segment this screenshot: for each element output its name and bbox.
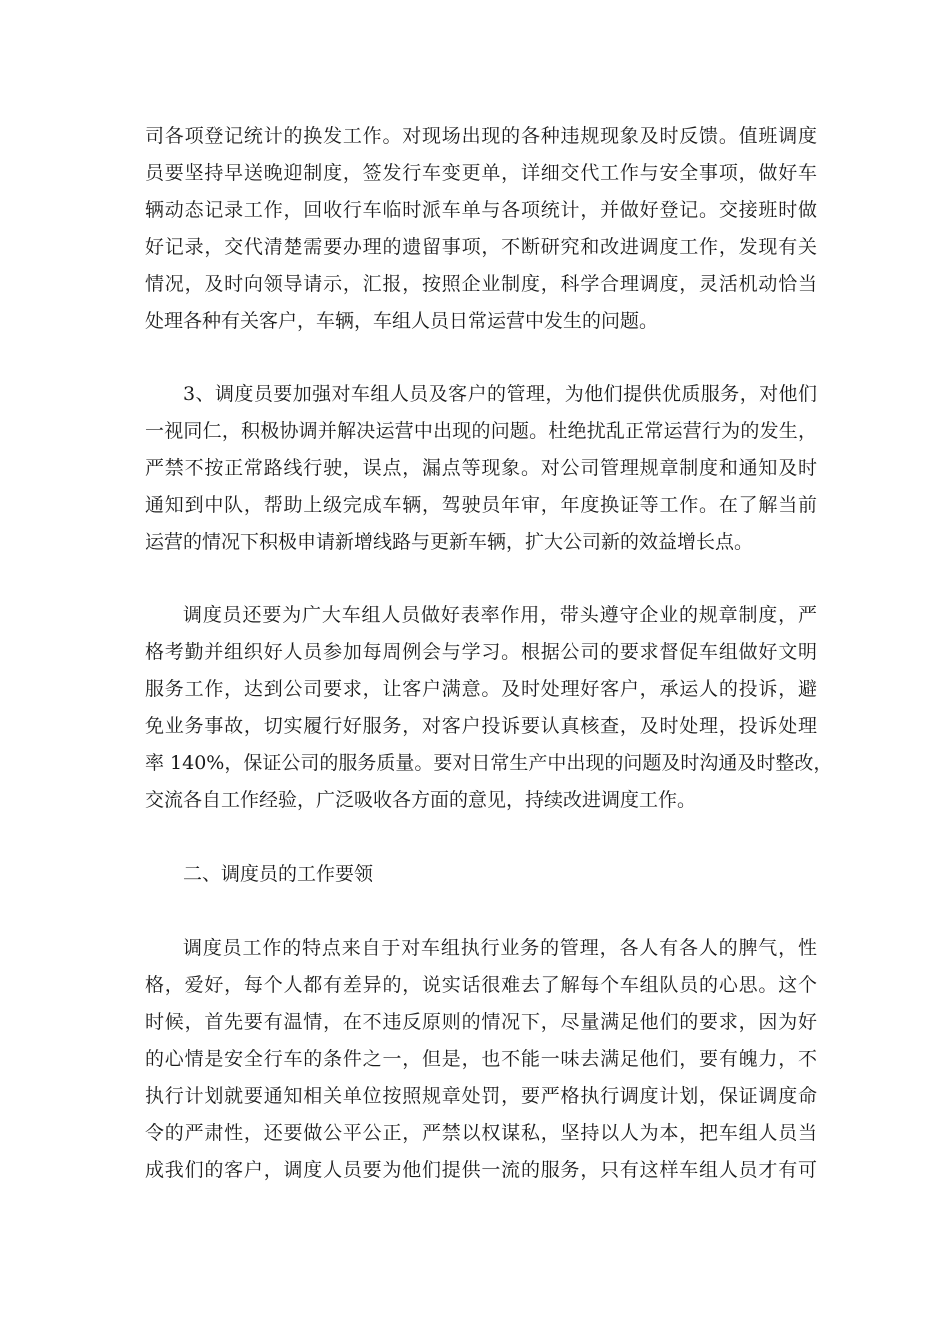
text-line: 通知到中队，帮助上级完成车辆，驾驶员年审，年度换证等工作。在了解当前	[145, 494, 817, 516]
paragraph-5	[145, 930, 817, 1189]
text-line: 员要坚持早送晚迎制度，签发行车变更单，详细交代工作与安全事项，做好车	[145, 162, 817, 184]
text-line: 执行计划就要通知相关单位按照规章处罚，要严格执行调度计划，保证调度命	[145, 1085, 817, 1107]
paragraph-1	[145, 118, 817, 340]
text-line: 交流各自工作经验，广泛吸收各方面的意见，持续改进调度工作。	[145, 789, 697, 811]
text-line: 格，爱好，每个人都有差异的，说实话很难去了解每个车组队员的心思。这个	[145, 974, 817, 996]
text-line: 免业务事故，切实履行好服务，对客户投诉要认真核查，及时处理，投诉处理	[145, 715, 817, 737]
paragraph-3	[145, 597, 833, 819]
text-line: 辆动态记录工作，回收行车临时派车单与各项统计，并做好登记。交接班时做	[145, 199, 817, 221]
text-line: 调度员工作的特点来自于对车组执行业务的管理，各人有各人的脾气，性	[183, 937, 817, 959]
text-line: 服务工作，达到公司要求，让客户满意。及时处理好客户，承运人的投诉，避	[145, 678, 817, 700]
text-line: 情况，及时向领导请示，汇报，按照企业制度，科学合理调度，灵活机动恰当	[145, 273, 817, 295]
heading-text: 二、调度员的工作要领	[183, 863, 374, 885]
text-line: 令的严肃性，还要做公平公正，严禁以权谋私，坚持以人为本，把车组人员当	[145, 1122, 817, 1144]
text-line: 一视同仁，积极协调并解决运营中出现的问题。杜绝扰乱正常运营行为的发生，	[145, 420, 817, 442]
text-line: 严禁不按正常路线行驶，误点，漏点等现象。对公司管理规章制度和通知及时	[145, 457, 817, 479]
text-line: 率 140%，保证公司的服务质量。要对日常生产中出现的问题及时沟通及时整改，	[145, 752, 833, 774]
text-line: 时候，首先要有温情，在不违反原则的情况下，尽量满足他们的要求，因为好	[145, 1011, 817, 1033]
text-line: 3、调度员要加强对车组人员及客户的管理，为他们提供优质服务，对他们	[183, 383, 817, 405]
text-line: 调度员还要为广大车组人员做好表率作用，带头遵守企业的规章制度，严	[183, 604, 817, 626]
text-line: 成我们的客户，调度人员要为他们提供一流的服务，只有这样车组人员才有可	[145, 1159, 817, 1181]
text-line: 的心情是安全行车的条件之一，但是，也不能一味去满足他们，要有魄力，不	[145, 1048, 817, 1070]
text-line: 格考勤并组织好人员参加每周例会与学习。根据公司的要求督促车组做好文明	[145, 641, 817, 663]
section-heading	[145, 856, 817, 893]
text-line: 运营的情况下积极申请新增线路与更新车辆，扩大公司新的效益增长点。	[145, 531, 754, 553]
paragraph-2	[145, 376, 817, 561]
text-line: 好记录，交代清楚需要办理的遗留事项，不断研究和改进调度工作，发现有关	[145, 236, 817, 258]
text-line: 司各项登记统计的换发工作。对现场出现的各种违规现象及时反馈。值班调度	[145, 125, 817, 147]
text-line: 处理各种有关客户，车辆，车组人员日常运营中发生的问题。	[145, 310, 659, 332]
